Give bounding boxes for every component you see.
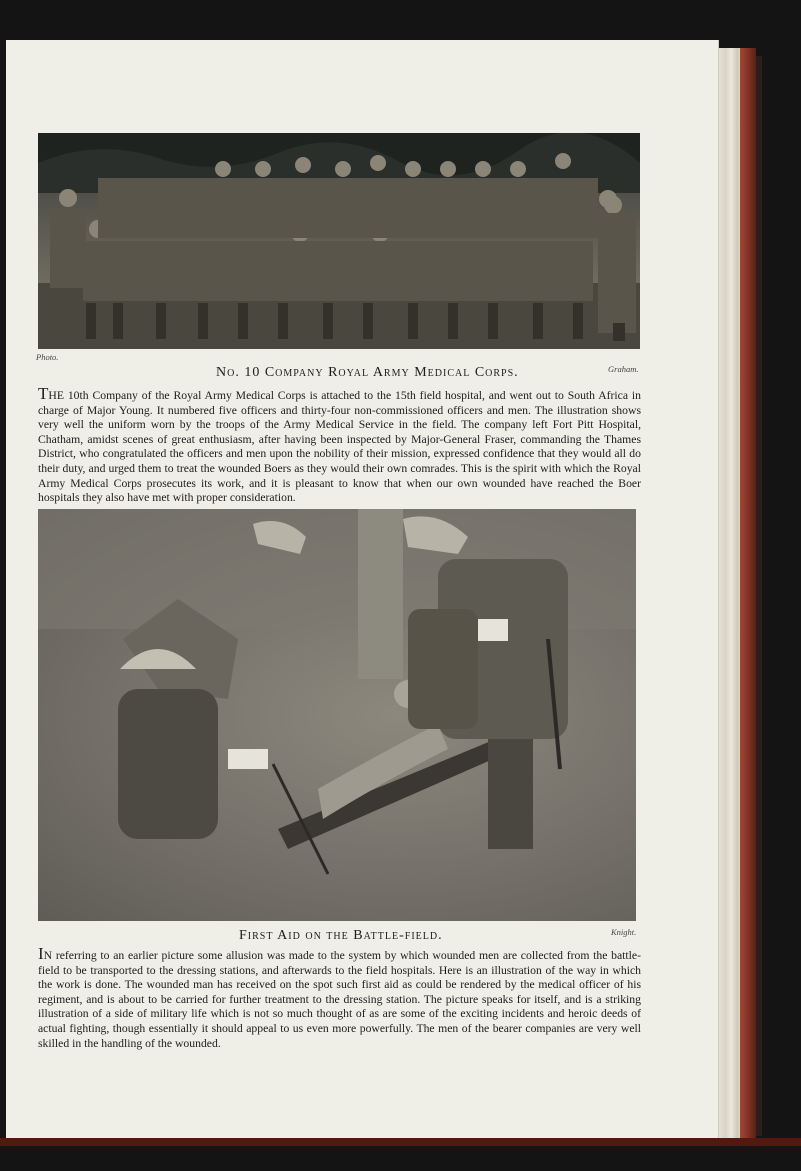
book-page — [6, 40, 719, 1138]
figure-caption-1: No. 10 Company Royal Army Medical Corps. — [216, 365, 519, 380]
paragraph-1 — [38, 385, 641, 506]
photo-credit-left: Photo. — [36, 352, 59, 362]
book-spine — [740, 48, 756, 1138]
page-leaves — [756, 56, 762, 1136]
group-photo-illustration — [38, 133, 640, 349]
paragraph-1-text: HE 10th Company of the Royal Army Medical Corps is attached to the 15th field hospital, and went out to South Africa in charge of Major Young. It numbered five officers and thirty-four non-commissioned officers and men. The illustration shows very well the uniform worn by the troops of the Army Medical Service in the field. The company left Fort Pitt Hospital, Chatham, amidst scenes of great enthusiasm, after having been inspected by Major-General Fraser, commanding the Thames District, who congratulated the officers and men upon the nobility of their mission, expressed confidence that they would all do their duty, and urged them to treat the wounded Boers as they would their own comrades. This is the spirit with which the Royal Army Medical Corps prosecutes its work, and it is pleasant to know that when our own wounded have reached the Boer hospitals they also have met with proper consideration. — [38, 389, 641, 505]
dropcap-2: I — [38, 944, 44, 963]
paragraph-2 — [38, 945, 641, 1051]
paragraph-2-text: N referring to an earlier picture some allusion was made to the system by which wounded men are collected from the battle-field to be transported to the dressing stations, and afterwards to the field hospitals. Here is an illustration of the way in which the work is done. The wounded man has received on the spot such first aid as could be rendered by the medical officer of his regiment, and is about to be carried for further treatment to the dressing station. The picture speaks for itself, and is a striking illustration of a side of military life which is not so much thought of as are some of the exciting incidents and heroic deeds of actual fighting, though essentially it should appeal to us even more powerfully. The men of the bearer companies are very well skilled in the handling of the wounded. — [38, 949, 641, 1050]
photo-credit-knight: Knight. — [611, 927, 637, 937]
stretcher-photo-illustration — [38, 509, 636, 921]
stretcher-photograph — [38, 509, 636, 921]
figure-caption-2: First Aid on the Battle-field. — [239, 928, 443, 943]
book-edge-bottom — [0, 1138, 801, 1146]
photo-credit-right: Graham. — [608, 364, 639, 374]
dropcap-1: T — [38, 384, 49, 403]
group-photograph — [38, 133, 640, 349]
